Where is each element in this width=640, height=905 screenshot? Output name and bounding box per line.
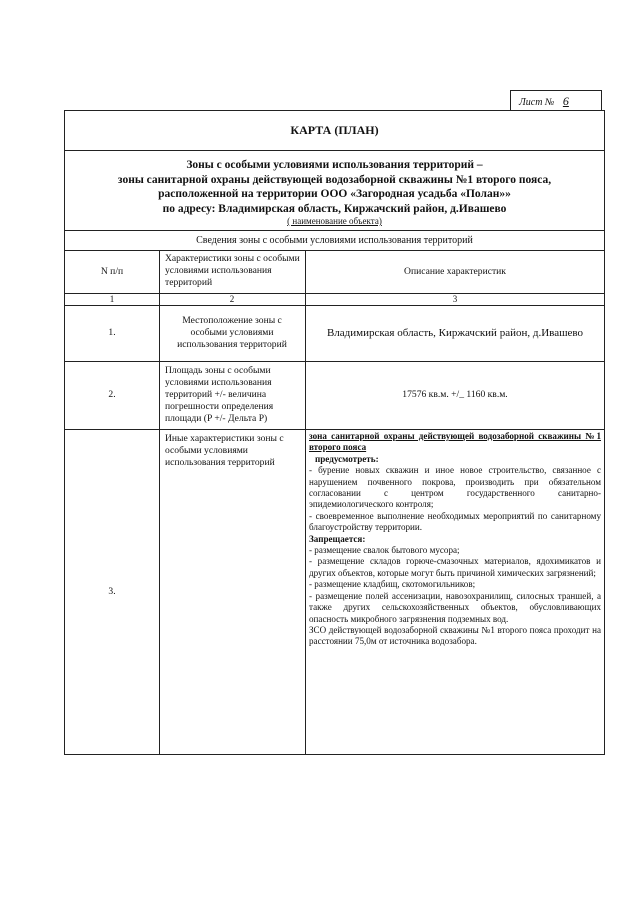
row-description: Владимирская область, Киржачский район, д.Ивашево xyxy=(326,327,584,339)
list-item: - размещение кладбищ, скотомогильников; xyxy=(309,579,476,590)
header-n: N п/п xyxy=(100,266,124,277)
row-number: 3. xyxy=(108,585,116,597)
provide-heading: предусмотреть: xyxy=(315,453,379,464)
row-number: 2. xyxy=(108,389,116,400)
list-item: - размещение свалок бытового мусора; xyxy=(309,545,460,556)
page-title: КАРТА (ПЛАН) xyxy=(65,111,604,151)
row-number: 1. xyxy=(108,327,116,338)
row-characteristic: Иные характеристики зоны с особыми условиями использования территорий xyxy=(165,433,284,468)
sheet-label: Лист № xyxy=(519,97,555,108)
row-characteristic: Площадь зоны с особыми условиями использования территорий +/- величина погрешности определения площади (P +/- Дельта P) xyxy=(165,365,274,424)
zone-header xyxy=(65,151,604,231)
zone-header-subcaption: ( наименование объекта) xyxy=(287,216,382,226)
document-frame xyxy=(64,110,605,755)
col-number: 1 xyxy=(109,294,115,304)
row-characteristic: Местоположение зоны с особыми условиями использования территорий xyxy=(177,315,287,350)
info-row: Сведения зоны с особыми условиями использования территорий xyxy=(65,231,604,251)
list-item: - своевременное выполнение необходимых мероприятий по санитарному благоустройству территории. xyxy=(309,510,601,533)
list-item: - бурение новых скважин и иное новое строительство, связанное с нарушением почвенного покрова, производить при обязательном согласовании с центром государственного санитарно-эпидемиологического контроля; xyxy=(309,465,601,510)
row-description-detail xyxy=(309,431,601,648)
header-characteristics: Характеристики зоны с особыми условиями использования территорий xyxy=(165,253,300,288)
column-divider xyxy=(305,251,306,754)
sheet-number: 6 xyxy=(562,94,569,108)
zone-header-line: зоны санитарной охраны действующей водозаборной скважины №1 второго пояса, xyxy=(117,173,552,186)
row-description: 17576 кв.м. +/_ 1160 кв.м. xyxy=(402,389,508,400)
zone-header-line: по адресу: Владимирская область, Киржачский район, д.Ивашево xyxy=(162,202,507,215)
list-item: - размещение складов горюче-смазочных материалов, ядохимикатов и других объектов, которые могут быть причиной химических загрязнений; xyxy=(309,556,601,578)
list-item: - размещение полей ассенизации, навозохранилищ, силосных траншей, а также других сельскохозяйственных объектов, обусловливающих опасность микробного загрязнения подземных вод. xyxy=(309,590,601,624)
forbid-heading: Запрещается: xyxy=(309,533,366,544)
column-divider xyxy=(159,251,160,754)
sheet-number-box xyxy=(510,90,602,110)
header-description: Описание характеристик xyxy=(404,266,506,277)
zone-header-line: Зоны с особыми условиями использования территорий – xyxy=(186,159,483,171)
col-number: 2 xyxy=(229,294,235,304)
conclusion: ЗСО действующей водозаборной скважины №1 второго пояса проходит на расстоянии 75,0м от источника водозабора. xyxy=(309,624,601,647)
zone-header-line: расположенной на территории ООО «Загородная усадьба «Полан»» xyxy=(158,188,511,200)
col-number: 3 xyxy=(452,294,458,304)
zone-title: зона санитарной охраны действующей водозаборной скважины №1 второго пояса xyxy=(309,431,601,453)
